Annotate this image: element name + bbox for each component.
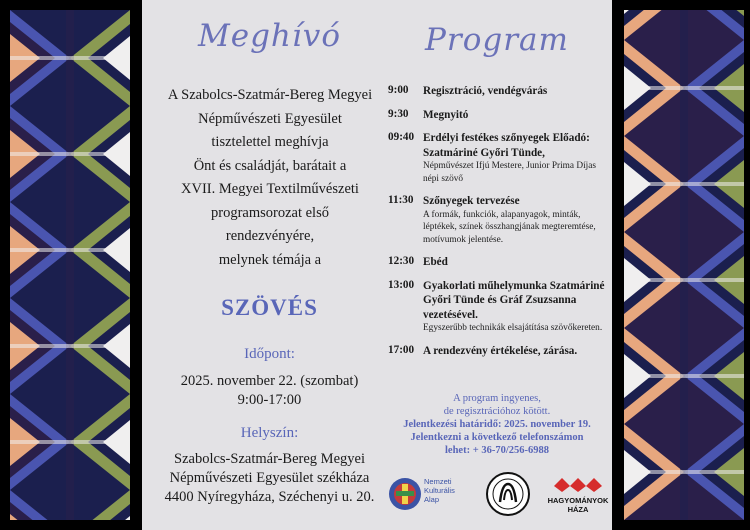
place-line: 4400 Nyíregyháza, Széchenyi u. 20. <box>164 489 375 505</box>
woven-textile-left <box>10 10 130 520</box>
program-heading: Gyakorlati műhelymunka Szatmáriné Győri Tünde és Gráf Zsuzsanna vezetésével. <box>423 279 605 321</box>
hh-text: HAGYOMÁNYOK <box>547 496 609 505</box>
association-seal-icon <box>486 472 530 516</box>
hh-text: HÁZA <box>567 505 589 514</box>
program-body <box>423 194 610 246</box>
program-item <box>388 255 610 270</box>
program-item <box>388 194 610 246</box>
program-time: 09:40 <box>388 131 415 143</box>
intro-line: melynek témája a <box>218 251 322 268</box>
nka-text: Alap <box>424 495 440 504</box>
place-line: Szabolcs-Szatmár-Bereg Megyei <box>174 451 365 467</box>
notice-line: de regisztrációhoz kötött. <box>443 406 551 417</box>
program-body <box>423 255 610 270</box>
program-column <box>382 0 612 530</box>
sponsor-logos <box>382 472 612 520</box>
program-heading: Regisztráció, vendégvárás <box>423 85 548 97</box>
textile-pattern-right <box>624 10 744 520</box>
notice-line: A program ingyenes, <box>453 393 541 404</box>
program-item <box>388 131 610 185</box>
place-line: Népművészeti Egyesület székháza <box>169 470 370 486</box>
event-theme: SZÖVÉS <box>221 295 318 320</box>
program-time: 12:30 <box>388 255 415 267</box>
program-description: Egyszerűbb technikák elsajátítása szövőkereten. <box>423 323 603 333</box>
nka-text: Nemzeti <box>424 477 452 486</box>
program-time: 13:00 <box>388 278 415 291</box>
event-hours: 9:00-17:00 <box>237 392 302 408</box>
invitation-title: Meghívó <box>198 18 341 54</box>
program-list <box>388 84 610 367</box>
program-body <box>423 279 610 335</box>
invitation-panel <box>142 0 612 530</box>
textile-pattern-left <box>10 10 130 520</box>
program-item <box>388 84 610 99</box>
program-description: Népművészet Ifjú Mestere, Junior Prima Díjas népi szövő <box>423 161 596 184</box>
program-item <box>388 344 610 359</box>
program-item <box>388 108 610 123</box>
program-heading: Szőnyegek tervezése <box>423 195 520 207</box>
intro-line: rendezvényére, <box>225 228 315 244</box>
program-title: Program <box>425 22 569 58</box>
program-heading: Ebéd <box>423 256 448 268</box>
intro-line: tisztelettel meghívja <box>211 134 329 150</box>
invitation-column <box>142 0 397 530</box>
program-heading: Megnyitó <box>423 108 469 121</box>
registration-notice <box>382 392 612 457</box>
intro-line: programsorozat első <box>211 204 329 221</box>
program-time: 17:00 <box>388 343 415 356</box>
intro-line: XVII. Megyei Textilművészeti <box>181 181 359 197</box>
program-heading: A rendezvény értékelése, zárása. <box>423 344 578 357</box>
nka-logo-text <box>424 477 455 504</box>
registration-deadline: Jelentkezési határidő: 2025. november 19. <box>403 419 591 430</box>
program-body <box>423 131 610 185</box>
program-heading: Erdélyi festékes szőnyegek Előadó: Szatmáriné Győri Tünde, <box>423 132 590 159</box>
event-date: 2025. november 22. (szombat) <box>180 373 359 389</box>
program-body <box>423 344 610 359</box>
program-item <box>388 279 610 335</box>
program-body <box>423 84 610 99</box>
nka-text: Kulturális <box>424 486 455 495</box>
program-description: A formák, funkciók, alapanyagok, minták, léptékek, színek összhangjának megteremtése, motívumok jelentése. <box>423 209 596 245</box>
intro-line: Önt és családját, barátait a <box>193 157 347 174</box>
hagyomanyok-haza-emblem-icon <box>548 476 608 494</box>
program-time: 11:30 <box>388 194 414 206</box>
intro-line: A Szabolcs-Szatmár-Bereg Megyei <box>167 87 373 103</box>
program-time: 9:30 <box>388 107 409 120</box>
nka-emblem-icon <box>388 474 422 514</box>
place-label: Helyszín: <box>240 425 299 441</box>
hagyomanyok-haza-text <box>534 496 622 514</box>
notice-line: Jelentkezni a következő telefonszámon <box>410 432 584 443</box>
program-body <box>423 108 610 123</box>
intro-line: Népművészeti Egyesület <box>198 110 342 127</box>
invitation-text <box>150 84 390 272</box>
time-label: Időpont: <box>244 346 295 362</box>
phone-number: lehet: + 36-70/256-6988 <box>445 445 549 456</box>
woven-textile-right <box>624 10 744 520</box>
program-time: 9:00 <box>388 84 409 96</box>
